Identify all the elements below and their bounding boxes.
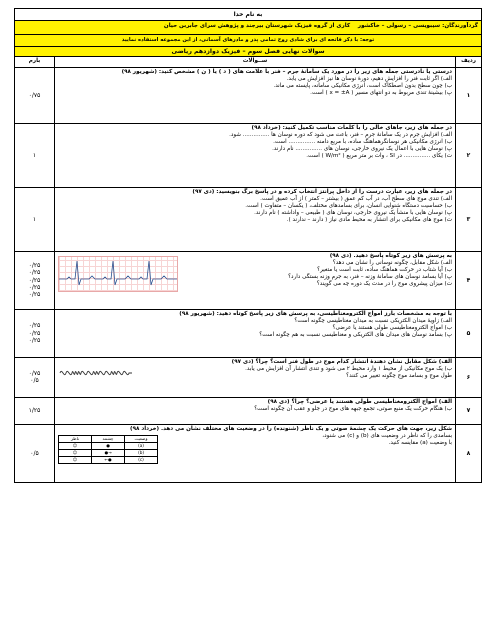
- source-moving-left-icon: ←●: [92, 456, 125, 463]
- question-text: الف) امواج الکترومغناطیسی طولی هستند یا عرضی؟ چرا؟ (دی ۹۸) ب) هنگام حرکت یک منبع صوتی، تجمع جبهه های موج در جلو و عقب آن چگونه است؟: [55, 397, 456, 424]
- question-score: ۰/۷۵: [15, 67, 55, 123]
- question-text: الف) شکل مقابل نشان دهندهٔ انتشار کدام موج در طول فنر است؟ چرا؟ (دی ۹۷) ب) یک موج مکانیکی از محیط ۱ وارد محیط ۲ می شود و تندی انتشار آن افزایش می یابد. طول موج و بسامد موج چگونه تغییر می کنند؟: [55, 357, 456, 397]
- table-head-state: وضعیت: [125, 435, 158, 442]
- question-number: ۵: [456, 309, 482, 357]
- doppler-figure-table: [58, 435, 158, 464]
- question-score: ۰/۲۵ ۰/۲۵ ۰/۲۵ ۰/۲۵ ۰/۲۵: [15, 251, 55, 309]
- question-score: ۱: [15, 187, 55, 251]
- question-row: [15, 67, 482, 123]
- source-icon: ●: [92, 442, 125, 449]
- question-score: ۰/۷۵ ۰/۵: [15, 357, 55, 397]
- question-text: درستی یا نادرستی جمله های زیر را در مورد یک سامانهٔ جرم – فنر با علامت های ( د ) یا ( ن ) مشخص کنید: (شهریور ۹۸) الف) اگر ثابت فنر را افزایش دهیم، دورهٔ نوسان ها نیز افزایش می یابد. ب) چون سطح بدون اصطکاک است، انرژی مکانیکی سامانه، پایسته می ماند. پ) بیشینهٔ تندی مربوط به دو انتهای مسیر ( x = ±A ) است.: [55, 67, 456, 123]
- observer-icon: ☺: [59, 449, 92, 456]
- question-number: ۳: [456, 187, 482, 251]
- col-radif: ردیف: [456, 57, 482, 67]
- question-number: ۶: [456, 357, 482, 397]
- authors-label: گردآورندگان:: [442, 23, 478, 29]
- question-row: [15, 187, 482, 251]
- header-row: [15, 21, 482, 35]
- question-number: ۸: [456, 424, 482, 482]
- question-row: [15, 397, 482, 424]
- question-number: ۱: [456, 67, 482, 123]
- observer-icon: ☺: [59, 442, 92, 449]
- question-row: [15, 123, 482, 187]
- col-score: بارم: [15, 57, 55, 67]
- question-text: در جمله های زیر، جاهای خالی را با کلمات مناسب تکمیل کنید: (خرداد ۹۸) الف) افزایش جرم در یک سامانهٔ جرم – فنر، باعث می شود که دوره نوسان ها ............... شود. ب) انرژی مکانیکی هر نوسانگرهماهنگ ساده، با مربع دامنه ............... است. پ) نوسان هایی با اعمال یک نیروی خارجی، نوسان های ............... نام دارند. ت) یکای ............... در SI ، وات بر متر مربع ( W/m² ) است.: [55, 123, 456, 187]
- table-head-observer: ناظر: [59, 435, 92, 442]
- source-moving-right-icon: ●→: [92, 449, 125, 456]
- question-text: با توجه به مشخصات بارز امواج الکترومغناطیسی، به پرسش های زیر پاسخ کوتاه دهید: (شهریور ۹۸) الف) زاویهٔ میدان الکتریکی نسبت به میدان مغناطیسی چگونه است؟ ب) امواج الکترومغناطیسی طولی هستند یا عرضی؟ پ) بسامد نوسان های میدان های الکتریکی و مغناطیسی نسبت به هم چگونه است؟: [55, 309, 456, 357]
- question-text: به پرسش های زیر کوتاه پاسخ دهید. (دی ۹۸) الف) شکل مقابل، چگونه نوسانی را نشان می دهد؟ ب) آیا شتاب در حرکت هماهنگ ساده، ثابت است یا متغیر؟ پ) آیا بسامد نوسان های سامانهٔ وزنه – فنر، به جرم وزنه بستگی دارد؟ ت) میزان پیشروی موج را در مدت یک دوره چه می گویند؟: [55, 251, 456, 309]
- group-name: کاری از گروه فیزیک شهرستان بیرجند و پژوهش سرای جابربن حیان: [163, 23, 351, 29]
- exam-table: [14, 20, 482, 483]
- note-row: [15, 35, 482, 47]
- ecg-wave-figure: [58, 256, 178, 292]
- question-score: ۱: [15, 123, 55, 187]
- column-header-row: [15, 57, 482, 67]
- table-head-source: چشمه: [92, 435, 125, 442]
- question-score: ۱/۲۵: [15, 397, 55, 424]
- question-row: [15, 251, 482, 309]
- question-number: ۷: [456, 397, 482, 424]
- exam-page: [14, 8, 482, 634]
- spring-wave-figure: [58, 365, 134, 381]
- question-number: ۴: [456, 251, 482, 309]
- question-score: ۰/۵: [15, 424, 55, 482]
- state-label: (c): [125, 456, 158, 463]
- observer-icon: ☺: [59, 456, 92, 463]
- authors: سیبویسی – رسولی – خاکشور: [357, 23, 441, 29]
- question-row: [15, 309, 482, 357]
- title-row: [15, 47, 482, 57]
- question-row: [15, 424, 482, 482]
- question-score: ۰/۲۵ ۰/۲۵ ۰/۲۵: [15, 309, 55, 357]
- question-text: در جمله های زیر، عبارت درست را از داخل پرانتز انتخاب کرده و در پاسخ برگ بنویسید: (دی ۹۷) الف) تندی موج های سطح آب، در آب کم عمق ( بیشتر – کمتر ) از آب عمیق است. ب) حساسیت دستگاه شنوایی انسان، برای بسامدهای مختلف، ( یکسان – متفاوت ) است. پ) نوسان هایی با منشأ یک نیروی خارجی، نوسان های ( طبیعی – واداشته ) نام دارند. ت) موج های مکانیکی برای انتشار به محیط مادی نیاز ( دارند – ندارند ).: [55, 187, 456, 251]
- question-row: [15, 357, 482, 397]
- exam-title: سوالات نهایی فصل سوم – فیزیک دوازدهم ریاضی: [15, 47, 482, 57]
- state-label: (a): [125, 442, 158, 449]
- bismillah: به نام خدا: [14, 8, 482, 20]
- state-label: (b): [125, 449, 158, 456]
- note: توجه: با ذکر فاتحه ای برای شادی روح تمامی پدر و مادرهای آسمانی، از این مجموعه استفاده نمایید: [15, 35, 482, 47]
- question-text: شکل زیر، جهت های حرکت یک چشمهٔ صوتی و یک ناظر (شنونده) را در وضعیت های مختلف نشان می دهد. (خرداد ۹۸) ناظر چشمه وضعیت ☺ ● (a) ☺ ●→ (b) ☺ ←● (c) بسامدی را که ناظر در وضعیت های (b) و (c) می شنود، با وضعیت (a) مقایسه کنید.: [55, 424, 456, 482]
- col-questions: ســوالات: [55, 57, 456, 67]
- question-number: ۲: [456, 123, 482, 187]
